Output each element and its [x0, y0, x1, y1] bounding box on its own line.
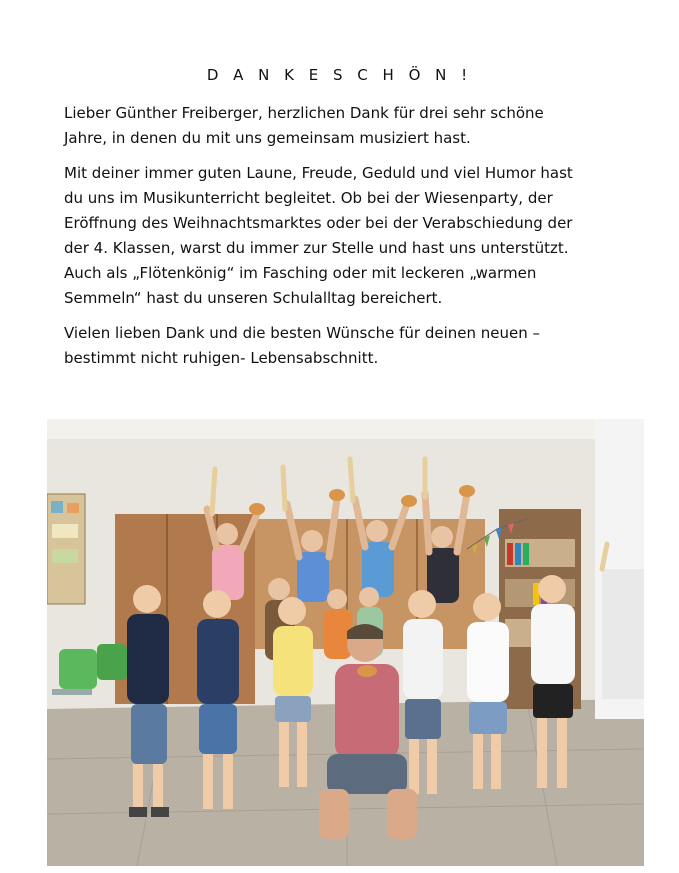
- paragraph-memories: [64, 161, 624, 311]
- text-line: der 4. Klassen, warst du immer zur Stelle und hast uns unterstützt.: [64, 239, 569, 257]
- text-line: Mit deiner immer guten Laune, Freude, Geduld und viel Humor hast: [64, 164, 573, 182]
- text-line: Vielen lieben Dank und die besten Wünsche für deinen neuen –: [64, 324, 541, 342]
- page-title: D A N K E S C H Ö N !: [206, 66, 473, 84]
- group-photo: [47, 419, 644, 866]
- text-line: du uns im Musikunterricht begleitet. Ob bei der Wiesenparty, der: [64, 189, 553, 207]
- text-line: bestimmt nicht ruhigen- Lebensabschnitt.: [64, 349, 379, 367]
- text-line: Semmeln“ hast du unseren Schulalltag bereichert.: [64, 289, 443, 307]
- text-line: Jahre, in denen du mit uns gemeinsam musiziert hast.: [64, 129, 471, 147]
- paragraph-wishes: [64, 321, 624, 371]
- paragraph-thanks: [64, 101, 624, 151]
- text-line: Eröffnung des Weihnachtsmarktes oder bei der Verabschiedung der: [64, 214, 573, 232]
- text-line: Auch als „Flötenkönig“ im Fasching oder mit leckeren „warmen: [64, 264, 537, 282]
- text-line: Lieber Günther Freiberger, herzlichen Dank für drei sehr schöne: [64, 104, 544, 122]
